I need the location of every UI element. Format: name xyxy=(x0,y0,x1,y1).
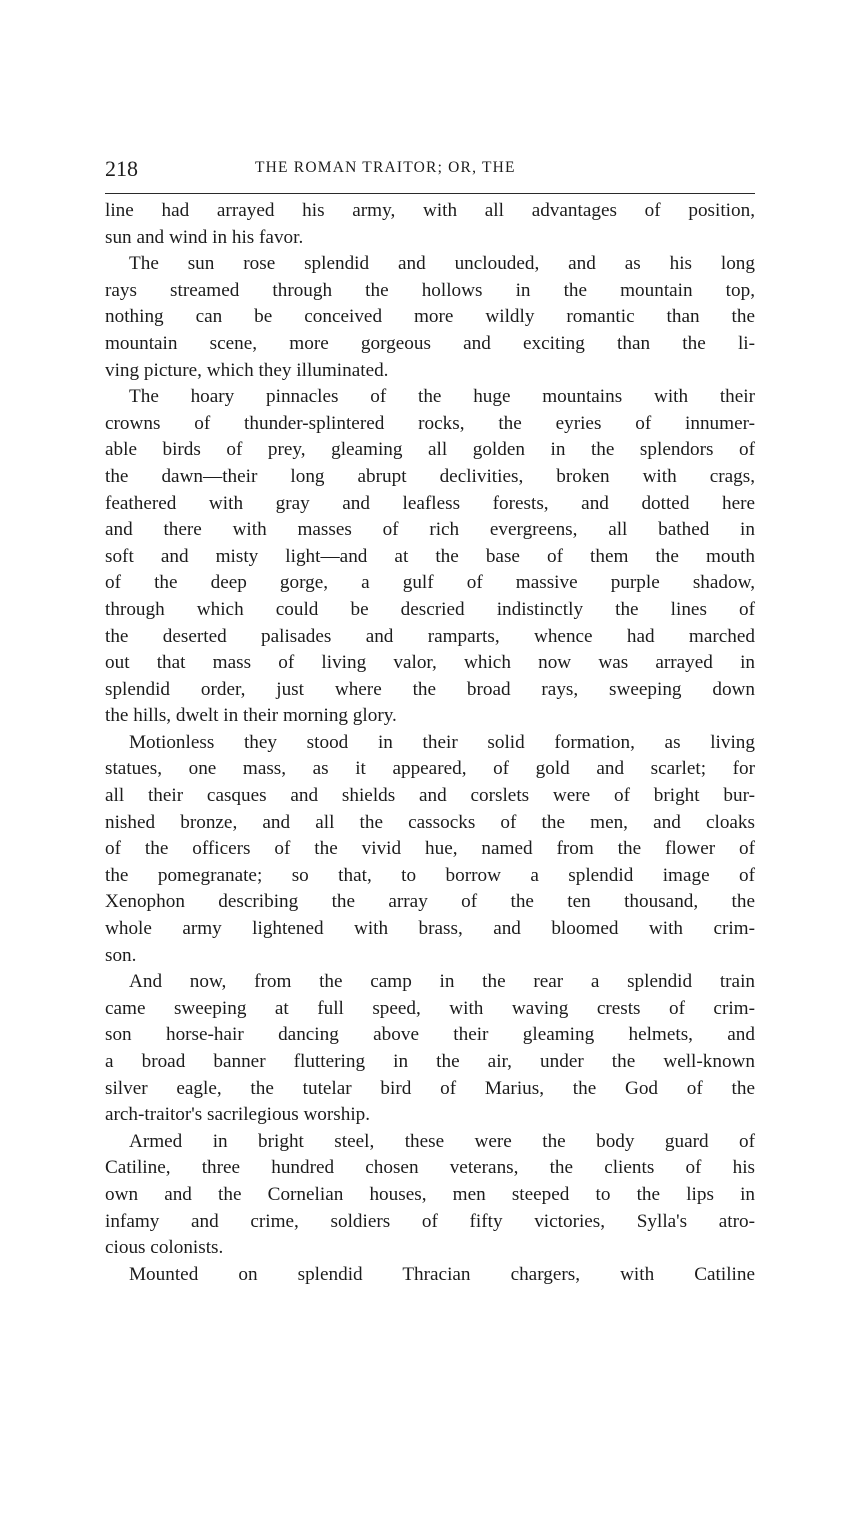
running-head xyxy=(105,156,755,184)
text-line: sun and wind in his favor. xyxy=(105,226,304,248)
text-line: the dawn—their long abrupt declivities, broken with crags, xyxy=(105,465,755,487)
text-line: Armed in bright steel, these were the body guard of xyxy=(129,1130,755,1152)
book-page xyxy=(105,156,755,1288)
text-line: mountain scene, more gorgeous and exciting than the li- xyxy=(105,332,755,354)
text-line: of the officers of the vivid hue, named from the flower of xyxy=(105,838,755,860)
text-line: Catiline, three hundred chosen veterans, the clients of his xyxy=(105,1157,755,1179)
text-line: all their casques and shields and corslets were of bright bur- xyxy=(105,785,755,807)
text-line: of the deep gorge, a gulf of massive purple shadow, xyxy=(105,572,755,594)
text-line: own and the Cornelian houses, men steeped to the lips in xyxy=(105,1183,755,1205)
paragraph xyxy=(105,384,755,730)
text-line: cious colonists. xyxy=(105,1237,224,1259)
text-line: son. xyxy=(105,944,137,966)
text-line: infamy and crime, soldiers of fifty victories, Sylla's atro- xyxy=(105,1210,755,1232)
text-line: a broad banner fluttering in the air, under the well-known xyxy=(105,1051,755,1072)
header-rule xyxy=(105,193,755,194)
text-line: rays streamed through the hollows in the mountain top, xyxy=(105,279,755,301)
body-text xyxy=(105,198,755,1288)
text-line: arch-traitor's sacrilegious worship. xyxy=(105,1104,371,1126)
text-line: nothing can be conceived more wildly romantic than the xyxy=(105,306,755,328)
text-line: ving picture, which they illuminated. xyxy=(105,359,389,381)
paragraph xyxy=(105,969,755,1129)
paragraph xyxy=(105,251,755,384)
text-line: line had arrayed his army, with all advantages of position, xyxy=(105,200,755,221)
text-line: The hoary pinnacles of the huge mountains with their xyxy=(129,386,755,408)
text-line: Xenophon describing the array of the ten thousand, the xyxy=(105,891,755,913)
text-line: silver eagle, the tutelar bird of Marius, the God of the xyxy=(105,1077,755,1099)
text-line: Motionless they stood in their solid formation, as living xyxy=(129,731,755,753)
text-line: whole army lightened with brass, and bloomed with crim- xyxy=(105,918,755,940)
paragraph xyxy=(105,1129,755,1262)
text-line: out that mass of living valor, which now was arrayed in xyxy=(105,652,755,674)
text-line: through which could be descried indistinctly the lines of xyxy=(105,598,755,620)
text-line: Mounted on splendid Thracian chargers, with Catiline xyxy=(129,1263,755,1285)
paragraph xyxy=(105,198,755,251)
text-line: the pomegranate; so that, to borrow a splendid image of xyxy=(105,864,755,886)
paragraph xyxy=(105,1262,755,1289)
text-line: The sun rose splendid and unclouded, and as his long xyxy=(129,253,755,275)
text-line: statues, one mass, as it appeared, of gold and scarlet; for xyxy=(105,758,755,780)
text-line: the hills, dwelt in their morning glory. xyxy=(105,705,397,727)
page-number: 218 xyxy=(105,156,138,181)
text-line: and there with masses of rich evergreens, all bathed in xyxy=(105,519,755,541)
text-line: soft and misty light—and at the base of them the mouth xyxy=(105,545,755,567)
running-title: THE ROMAN TRAITOR; OR, THE xyxy=(255,159,516,176)
paragraph xyxy=(105,730,755,969)
text-line: able birds of prey, gleaming all golden in the splendors of xyxy=(105,439,755,461)
text-line: splendid order, just where the broad rays, sweeping down xyxy=(105,678,755,700)
text-line: son horse-hair dancing above their gleaming helmets, and xyxy=(105,1024,755,1046)
text-line: And now, from the camp in the rear a splendid train xyxy=(129,971,755,993)
text-line: feathered with gray and leafless forests, and dotted here xyxy=(105,492,755,514)
text-line: nished bronze, and all the cassocks of the men, and cloaks xyxy=(105,811,755,833)
text-line: came sweeping at full speed, with waving crests of crim- xyxy=(105,997,755,1019)
text-line: crowns of thunder-splintered rocks, the eyries of innumer- xyxy=(105,412,755,434)
text-line: the deserted palisades and ramparts, whence had marched xyxy=(105,625,755,647)
